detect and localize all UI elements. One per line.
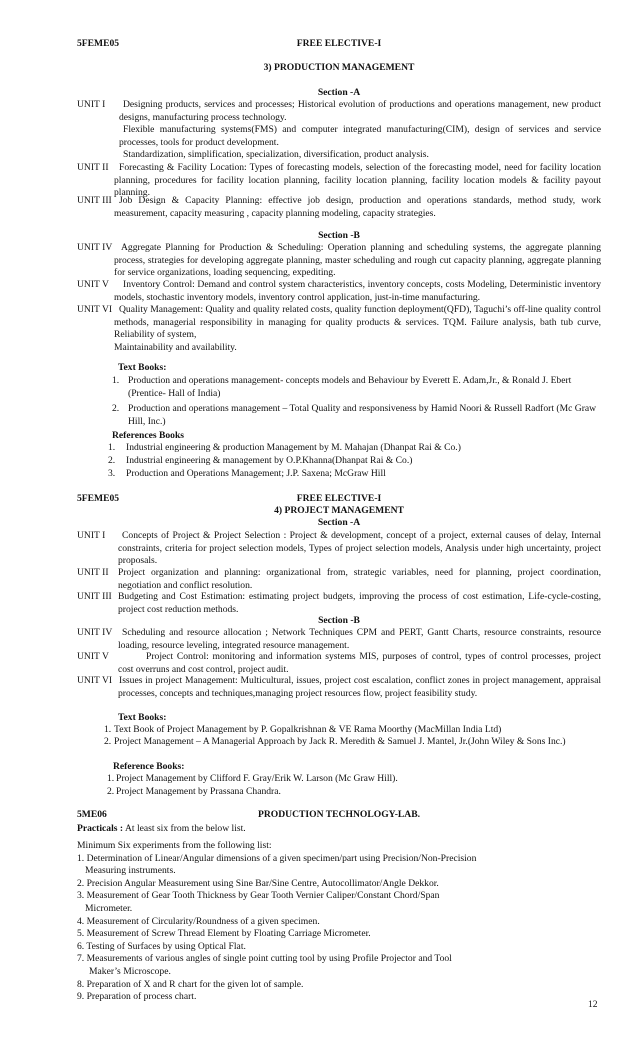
list-item <box>112 403 604 428</box>
list-text: Project Management – A Managerial Approach by Jack R. Meredith & Samuel J. Mantel, Jr.(John Wiley & Sons Inc.) <box>114 736 566 747</box>
experiment-item: 7. Measurements of various angles of single point cutting tool by using Profile Projector and Tool <box>77 953 452 965</box>
unit-block <box>77 530 601 568</box>
unit-label: UNIT III <box>77 195 112 206</box>
unit-label: UNIT IV <box>77 242 113 253</box>
unit-block <box>77 651 601 676</box>
experiment-item: 2. Precision Angular Measurement using Sine Bar/Sine Centre, Autocollimator/Angle Dekkor. <box>77 877 439 889</box>
text-books-heading: Text Books: <box>118 712 167 723</box>
list-text: Production and operations management – Total Quality and responsiveness by Hamid Noori & Russell Radfort (Mc Graw Hill, Inc.) <box>128 403 597 427</box>
unit-text: Flexible manufacturing systems(FMS) and computer integrated manufacturing(CIM), design of services and service processes, tools for product development. <box>119 124 601 148</box>
list-text: Text Book of Project Management by P. Gopalkrishnan & VE Rama Moorthy (MacMillan India Ltd) <box>114 724 502 735</box>
list-text: Project Management by Prassana Chandra. <box>116 786 281 797</box>
unit-block <box>77 279 601 304</box>
unit-label: UNIT VI <box>77 675 113 686</box>
unit-text: Designing products, services and processes; Historical evolution of productions and operations management, new product designs, manufacturing process technology. <box>119 99 601 123</box>
lab-title: PRODUCTION TECHNOLOGY-LAB. <box>257 809 421 820</box>
page-number: 12 <box>588 999 598 1010</box>
unit-text: Issues in project Management: Multicultural, issues, project cost escalation, conflict zones in project management, appraisal processes, concepts and techniques,managing project resources flow, project feasibility study. <box>118 675 601 699</box>
list-item <box>108 455 598 468</box>
experiment-item: 6. Testing of Surfaces by using Optical Flat. <box>77 940 246 952</box>
unit-text: Aggregate Planning for Production & Scheduling: Operation planning and scheduling systems, the aggregate planning process, strategies for developing aggregate planning, master scheduling and rough cut capacity planning, aggregate planning for service organizations, loading sequencing, expediting. <box>114 242 601 279</box>
list-text: Industrial engineering & management by O.P.Khanna(Dhanpat Rai & Co.) <box>126 455 413 466</box>
experiment-item: 1. Determination of Linear/Angular dimensions of a given specimen/part using Precision/Non-Precision <box>77 852 477 864</box>
course-code: 5FEME05 <box>77 38 120 49</box>
course-elective: FREE ELECTIVE-I <box>296 493 382 504</box>
reference-books-heading: References Books <box>112 430 185 441</box>
unit-label: UNIT II <box>77 567 109 578</box>
course-elective: FREE ELECTIVE-I <box>296 38 382 49</box>
unit-label: UNIT V <box>77 651 109 662</box>
unit-text: Forecasting & Facility Location: Types of forecasting models, selection of the forecasting model, need for facility location planning, procedures for facility location planning, facility location planning, facility location models & facility payout planning. <box>114 162 601 199</box>
course-code: 5ME06 <box>77 809 107 820</box>
unit-text: Maintainability and availability. <box>114 341 237 353</box>
experiment-list <box>77 840 601 1004</box>
list-item <box>104 736 596 749</box>
list-text: Production and Operations Management; J.P. Saxena; McGraw Hill <box>126 468 386 479</box>
experiments-intro: Minimum Six experiments from the following list: <box>77 840 272 851</box>
unit-text: Project Control: monitoring and information systems MIS, purposes of control, types of control processes, project cost overruns and cost control, project audit. <box>118 651 601 675</box>
experiment-item-cont: Micrometer. <box>85 902 133 914</box>
unit-label: UNIT VI <box>77 304 113 315</box>
unit-text: Scheduling and resource allocation ; Network Techniques CPM and PERT, Gantt Charts, resource constraints, resource loading, resource leveling, integrated resource management. <box>118 627 601 651</box>
unit-label: UNIT I <box>77 530 106 541</box>
reference-books-heading: Reference Books: <box>113 761 185 772</box>
list-item <box>108 468 598 481</box>
list-item <box>104 724 594 737</box>
list-text: Production and operations management- concepts models and Behaviour by Everett E. Adam,Jr., & Ronald J. Ebert (Prentice- Hall of India) <box>128 375 572 399</box>
section-a-heading: Section -A <box>317 87 361 98</box>
unit-text: Project organization and planning: organizational from, strategic variables, need for planning, project coordination, negotiation and conflict resolution. <box>118 567 601 591</box>
experiment-item: 3. Measurement of Gear Tooth Thickness by Gear Tooth Vernier Caliper/Constant Chord/Span <box>77 890 440 902</box>
experiment-item-cont: Maker’s Microscope. <box>89 965 171 977</box>
unit-block <box>77 99 601 162</box>
list-item <box>108 442 598 455</box>
unit-text: Standardization, simplification, specialization, diversification, product analysis. <box>123 149 429 161</box>
experiment-item: 5. Measurement of Screw Thread Element by Floating Carriage Micrometer. <box>77 928 371 940</box>
unit-text: Inventory Control: Demand and control system characteristics, inventory concepts, costs Modeling, Deterministic inventory models, stochastic inventory models, inventory control application, just-in-time manufacturing. <box>114 279 601 303</box>
unit-block <box>77 567 601 592</box>
unit-label: UNIT V <box>77 279 109 290</box>
section-a-heading: Section -A <box>317 517 361 528</box>
list-number: 3. <box>108 468 116 479</box>
practicals-label: Practicals : <box>77 823 124 834</box>
unit-block <box>77 591 601 616</box>
unit-text: Budgeting and Cost Estimation: estimating project budgets, improving the process of cost estimation, Life-cycle-costing, project cost reduction methods. <box>118 591 601 615</box>
list-item <box>107 786 597 799</box>
unit-label: UNIT III <box>77 591 112 602</box>
subject-title: 3) PRODUCTION MANAGEMENT <box>263 62 415 73</box>
list-number: 1. <box>107 773 115 784</box>
unit-text: Quality Management: Quality and quality related costs, quality function deployment(QFD), Taguchi’s off-line quality control methods, managerial responsibility in managing for quality products & services. TQM. Failure analysis, bath tub curve, Reliability of system, <box>114 304 601 341</box>
list-item <box>107 773 597 786</box>
list-number: 2. <box>107 786 115 797</box>
unit-block <box>77 627 601 652</box>
experiment-item: 4. Measurement of Circularity/Roundness of a given specimen. <box>77 915 320 927</box>
unit-label: UNIT II <box>77 162 109 173</box>
list-number: 2. <box>104 736 112 747</box>
unit-block <box>77 242 601 280</box>
unit-label: UNIT IV <box>77 627 113 638</box>
unit-label: UNIT I <box>77 99 106 110</box>
section-b-heading: Section -B <box>318 230 360 241</box>
unit-block <box>77 195 601 220</box>
list-item <box>112 375 592 400</box>
practicals-line <box>77 823 246 836</box>
experiment-item-cont: Measuring instruments. <box>85 865 176 877</box>
subject-title: 4) PROJECT MANAGEMENT <box>274 505 404 516</box>
list-number: 1. <box>104 724 112 735</box>
text-books-heading: Text Books: <box>118 362 167 373</box>
list-number: 2. <box>112 403 120 414</box>
section-b-heading: Section -B <box>318 615 360 626</box>
course-code: 5FEME05 <box>77 493 120 504</box>
unit-text: Concepts of Project & Project Selection : Project & development, concept of a project, external causes of delay, Internal constraints, criteria for project selection models, Types of project selection models, Analysis under high uncertainty, project proposals. <box>118 530 601 567</box>
list-text: Industrial engineering & production Management by M. Mahajan (Dhanpat Rai & Co.) <box>126 442 461 453</box>
list-number: 1. <box>112 375 120 386</box>
list-text: Project Management by Clifford F. Gray/Erik W. Larson (Mc Graw Hill). <box>116 773 398 784</box>
practicals-text: At least six from the below list. <box>123 823 246 834</box>
unit-block <box>77 675 601 700</box>
experiment-item: 9. Preparation of process chart. <box>77 991 197 1003</box>
list-number: 2. <box>108 455 116 466</box>
list-number: 1. <box>108 442 116 453</box>
experiment-item: 8. Preparation of X and R chart for the given lot of sample. <box>77 978 304 990</box>
unit-block <box>77 304 601 354</box>
unit-text: Job Design & Capacity Planning: effective job design, production and operations standards, method study, work measurement, capacity measuring , capacity planning modeling, capacity strategies. <box>114 195 601 219</box>
